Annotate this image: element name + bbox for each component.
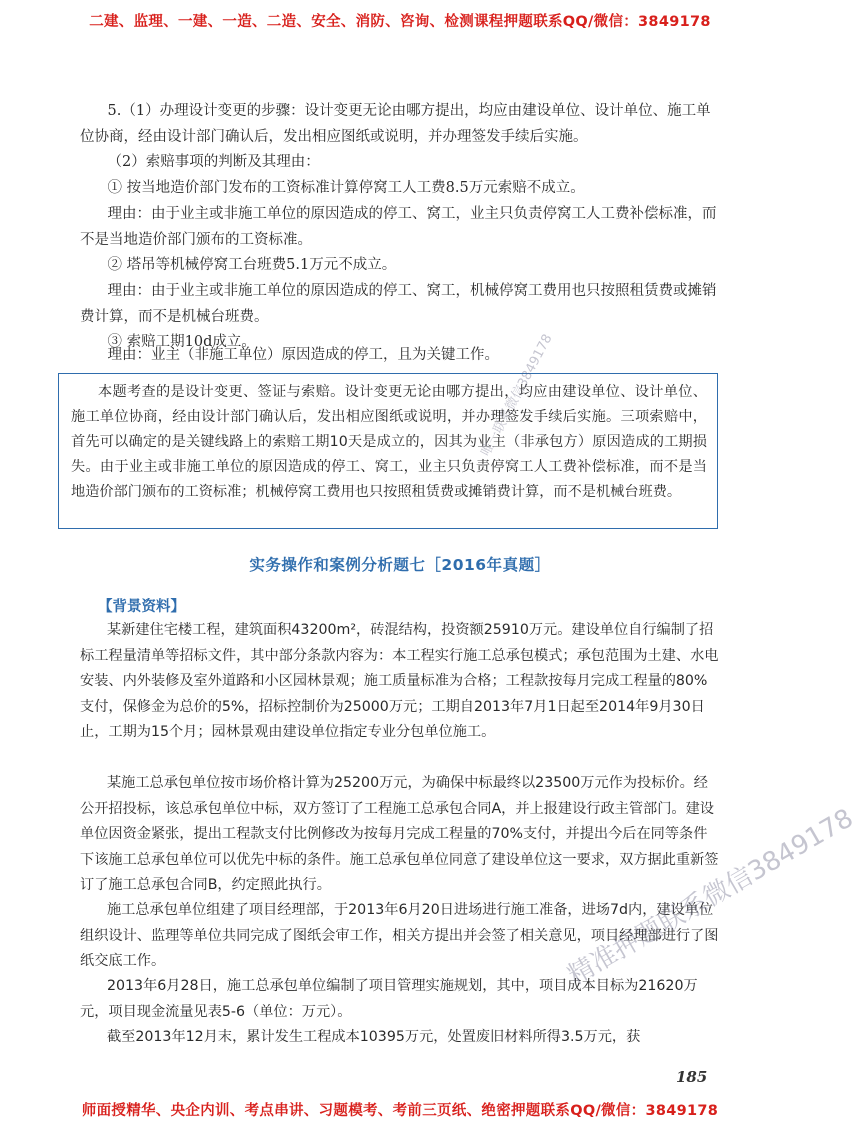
- answer-reason-1: 理由：由于业主或非施工单位的原因造成的停工、窝工，业主只负责停窝工人工费补偿标准，而不是当地造价部门颁布的工资标准。: [80, 206, 717, 248]
- header-banner: 二建、监理、一建、一造、二造、安全、消防、咨询、检测课程押题联系QQ/微信：3849178: [89, 14, 711, 30]
- answer-step-paragraph: 5.（1）办理设计变更的步骤：设计变更无论由哪方提出，均应由建设单位、设计单位、施工单位协商，经由设计部门确认后，发出相应图纸或说明，并办理签发手续后实施。: [80, 103, 711, 145]
- answer-reason-2: 理由：由于业主或非施工单位的原因造成的停工、窝工，机械停窝工费用也只按照租赁费或摊销费计算，而不是机械台班费。: [80, 283, 717, 325]
- answer-claim-2: ② 塔吊等机械停窝工台班费5.1万元不成立。: [107, 257, 397, 273]
- background-label: 【背景资料】: [98, 599, 185, 615]
- watermark-diagonal: 精准押题联系微信3849178: [563, 803, 859, 992]
- section-title: 实务操作和案例分析题七［2016年真题］: [249, 556, 551, 574]
- background-paragraph-5: 截至2013年12月末，累计发生工程成本10395万元，处置废旧材料所得3.5万元，获: [106, 1029, 641, 1045]
- answer-claim-3: ③ 索赔工期10d成立。: [107, 334, 256, 350]
- commentary-box: 本题考查的是设计变更、签证与索赔。设计变更无论由哪方提出，均应由建设单位、设计单位、施工单位协商，经由设计部门确认后，发出相应图纸或说明，并办理签发手续后实施。三项索赔中，首先可以确定的是关键线路上的索赔工期10天是成立的，因其为业主（非承包方）原因造成的工期损失。由于业主或非施工单位的原因造成的停工、窝工，业主只负责停窝工人工费补偿标准，而不是当地造价部门颁布的工资标准；机械停窝工费用也只按照租赁费或摊销费计算，而不是机械台班费。: [58, 373, 718, 529]
- answer-reason-3: 理由：业主（非施工单位）原因造成的停工，且为关键工作。: [107, 347, 500, 363]
- background-paragraph-1: 某新建住宅楼工程，建筑面积43200m²，砖混结构，投资额25910万元。建设单位自行编制了招标工程量清单等招标文件，其中部分条款内容为：本工程实行施工总承包模式；承包范围为土建、水电安装、内外装修及室外道路和小区园林景观；施工质量标准为合格；工程款按每月完成工程量的80%支付，保修金为总价的5%，招标控制价为25000万元；工期自2013年7月1日起至2014年9月30日止，工期为15个月；园林景观由建设单位指定专业分包单位施工。: [80, 622, 719, 740]
- answer-claim-heading: （2）索赔事项的判断及其理由：: [107, 154, 320, 170]
- page-number: 185: [676, 1068, 708, 1086]
- background-paragraph-2: 某施工总承包单位按市场价格计算为25200万元，为确保中标最终以23500万元作为投标价。经公开招投标，该总承包单位中标，双方签订了工程施工总承包合同A，并上报建设行政主管部门。建设单位因资金紧张，提出工程款支付比例修改为按每月完成工程量的70%支付，并提出今后在同等条件下该施工总承包单位可以优先中标的条件。施工总承包单位同意了建设单位这一要求，双方据此重新签订了施工总承包合同B，约定照此执行。: [80, 775, 719, 893]
- background-paragraph-3: 施工总承包单位组建了项目经理部，于2013年6月20日进场进行施工准备，进场7d内，建设单位组织设计、监理等单位共同完成了图纸会审工作，相关方提出并会签了相关意见，项目经理部进行了图纸交底工作。: [80, 902, 719, 969]
- background-paragraph-4: 2013年6月28日，施工总承包单位编制了项目管理实施规划，其中，项目成本目标为21620万元，项目现金流量见表5-6（单位：万元）。: [80, 978, 698, 1020]
- watermark-small: 唯一联系微信3849178: [478, 331, 556, 459]
- answer-claim-1: ① 按当地造价部门发布的工资标准计算停窝工人工费8.5万元索赔不成立。: [107, 180, 585, 196]
- footer-banner: 师面授精华、央企内训、考点串讲、习题模考、考前三页纸、绝密押题联系QQ/微信：3849178: [81, 1103, 719, 1119]
